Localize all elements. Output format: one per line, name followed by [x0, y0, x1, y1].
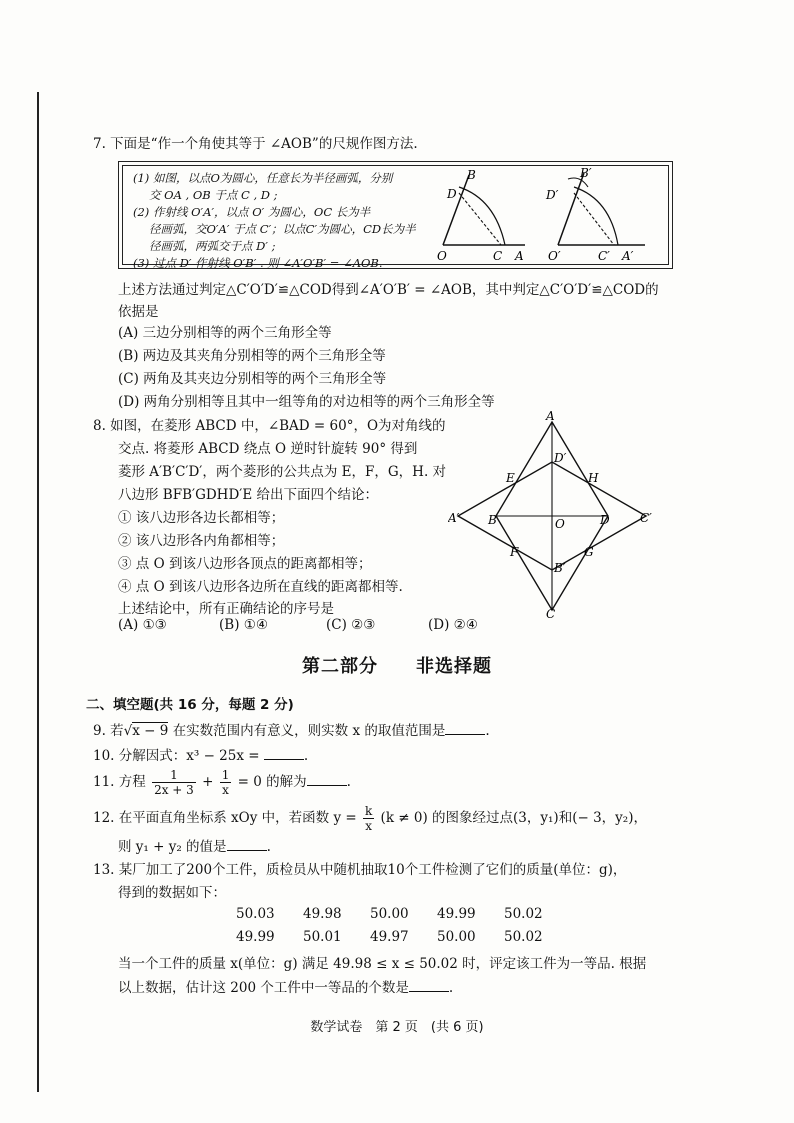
q10-end: . — [303, 748, 309, 764]
q11-plus: + — [202, 774, 214, 790]
q13-line2: 得到的数据如下： — [118, 885, 226, 901]
label-a: A — [546, 410, 555, 423]
label-b: B — [488, 513, 497, 527]
label-d: D — [447, 187, 457, 201]
label-e: E — [506, 471, 515, 485]
q8-option-c: (C) ②③ — [326, 617, 376, 633]
q7-step-2a: (2) 作射线 O′A′，以点 O′ 为圆心，OC 长为半 — [133, 205, 371, 219]
q7-figure-original-angle — [425, 165, 535, 265]
q11-fraction-1 — [152, 768, 196, 797]
q12-den: x — [365, 819, 372, 833]
label-c: C — [546, 607, 556, 620]
data-cell: 50.00 — [370, 906, 409, 922]
q11-num1: 1 — [152, 768, 196, 783]
label-d-prime: D′ — [554, 451, 567, 465]
page-footer: 数学试卷 第 2 页 (共 6 页) — [310, 1020, 484, 1035]
data-cell: 49.98 — [303, 906, 342, 922]
q10-text: 10. 分解因式：x³ − 25x = — [93, 748, 260, 764]
q12-fraction — [363, 804, 374, 833]
q7-figure-constructed-angle — [540, 165, 665, 265]
label-b-prime: B′ — [554, 561, 566, 575]
q12-answer-blank[interactable] — [227, 836, 267, 851]
q9 — [93, 720, 490, 741]
q12-post: (k ≠ 0) 的图象经过点(3，y₁)和(− 3，y₂)， — [380, 810, 647, 826]
q11-den1: 2x + 3 — [154, 783, 194, 797]
label-a-prime: A′ — [622, 249, 634, 263]
q7-step-2b: 径画弧，交O′A′ 于点 C′；以点C′为圆心，CD长为半 — [149, 222, 416, 236]
q8-rhombus-figure — [448, 410, 658, 620]
q9-end: . — [485, 723, 490, 739]
ray-o2b2 — [558, 173, 584, 245]
q9-pre: 9. 若 — [93, 723, 124, 739]
data-cell: 49.99 — [437, 906, 476, 922]
label-b: B — [467, 168, 476, 182]
q11-num2: 1 — [221, 768, 230, 782]
q9-post: 在实数范围内有意义，则实数 x 的取值范围是 — [172, 723, 446, 739]
q13-answer-blank[interactable] — [409, 977, 449, 992]
q8-line-3: 菱形 A′B′C′D′，两个菱形的公共点为 E，F，G，H. 对 — [118, 464, 447, 480]
q8-conclusion-1: ① 该八边形各边长都相等； — [118, 510, 285, 526]
q12-line2-text: 则 y₁ + y₂ 的值是 — [118, 839, 227, 855]
data-cell: 50.01 — [303, 929, 342, 945]
segment-cd-dashed — [459, 193, 501, 245]
q7-step-1a: (1) 如图，以点O为圆心，任意长为半径画弧，分别 — [133, 171, 393, 185]
q10-answer-blank[interactable] — [264, 745, 304, 760]
q8-line-1: 8. 如图，在菱形 ABCD 中，∠BAD = 60°，O为对角线的 — [93, 418, 446, 434]
q12 — [93, 804, 647, 833]
label-c-prime: C′ — [640, 511, 652, 525]
label-c: C — [493, 249, 503, 263]
q13-line3: 当一个工件的质量 x(单位：g) 满足 49.98 ≤ x ≤ 50.02 时，评定该工件为一等品. 根据 — [118, 956, 647, 972]
q11 — [93, 768, 351, 797]
q9-radicand: x − 9 — [132, 723, 169, 739]
label-o: O — [555, 517, 565, 531]
q8-line-2: 交点. 将菱形 ABCD 绕点 O 逆时针旋转 90° 得到 — [118, 441, 418, 457]
q13-data-row-2 — [236, 929, 571, 945]
label-f: F — [510, 545, 519, 559]
label-o-prime: O′ — [548, 249, 561, 263]
radical-sign: √ — [123, 723, 133, 739]
ray-ob — [443, 175, 469, 245]
q8-option-a: (A) ①③ — [118, 617, 167, 633]
q7-option-d: (D) 两角分别相等且其中一组等角的对边相等的两个三角形全等 — [118, 394, 495, 410]
q13-line1: 13. 某厂加工了200个工件，质检员从中随机抽取10个工件检测了它们的质量(单位：g)， — [93, 862, 627, 878]
q12-pre: 12. 在平面直角坐标系 xOy 中，若函数 y = — [93, 810, 357, 826]
q8-option-b: (B) ①④ — [219, 617, 268, 633]
part2-title: 第二部分 非选择题 — [302, 656, 492, 677]
q9-answer-blank[interactable] — [445, 720, 485, 735]
q11-pre: 11. 方程 — [93, 774, 146, 790]
q10 — [93, 745, 308, 766]
q8-option-d: (D) ②④ — [428, 617, 478, 633]
q13-end: . — [448, 980, 454, 996]
q8-line-4: 八边形 BFB′GDHD′E 给出下面四个结论： — [118, 487, 378, 503]
data-cell: 50.02 — [504, 929, 543, 945]
data-cell: 49.97 — [370, 929, 409, 945]
q7-step-1b: 交 OA , OB 于点 C , D ; — [149, 188, 278, 202]
q13-line4-text: 以上数据，估计这 200 个工件中一等品的个数是 — [118, 980, 409, 996]
label-c-prime: C′ — [598, 249, 610, 263]
q7-option-c: (C) 两角及其夹边分别相等的两个三角形全等 — [118, 371, 387, 387]
arc-c2d2 — [574, 187, 618, 245]
q7-option-a: (A) 三边分别相等的两个三角形全等 — [118, 325, 332, 341]
data-cell: 49.99 — [236, 929, 275, 945]
fill-section-title: 二、填空题(共 16 分，每题 2 分) — [86, 697, 294, 713]
binding-margin-line — [37, 92, 39, 1092]
q11-den2: x — [222, 783, 229, 797]
q8-conclusion-3: ③ 点 O 到该八边形各顶点的距离都相等； — [118, 556, 372, 572]
q12-end: . — [266, 839, 271, 855]
q12-num: k — [364, 804, 373, 818]
q7-question-line1: 上述方法通过判定△C′O′D′≌△COD得到∠A′O′B′ = ∠AOB，其中判定△C′O′D′≌△COD的 — [118, 282, 659, 298]
segment-c2d2-dashed — [574, 193, 614, 245]
data-cell: 50.03 — [236, 906, 275, 922]
label-d: D — [600, 513, 610, 527]
q11-answer-blank[interactable] — [307, 771, 347, 786]
label-d-prime: D′ — [546, 188, 559, 202]
q11-fraction-2 — [220, 768, 232, 797]
q8-conclusion-2: ② 该八边形各内角都相等； — [118, 533, 285, 549]
label-g: G — [584, 545, 594, 559]
data-cell: 50.02 — [504, 906, 543, 922]
label-b-prime: B′ — [580, 166, 592, 180]
q8-prompt: 上述结论中，所有正确结论的序号是 — [118, 601, 334, 617]
q7-stem: 7. 下面是“作一个角使其等于 ∠AOB”的尺规作图方法. — [93, 136, 418, 152]
label-o: O — [437, 249, 447, 263]
q7-option-b: (B) 两边及其夹角分别相等的两个三角形全等 — [118, 348, 386, 364]
q13-line4 — [118, 977, 453, 998]
arc-cd — [459, 187, 505, 245]
q12-line2 — [118, 836, 271, 857]
label-h: H — [588, 471, 599, 485]
data-cell: 50.00 — [437, 929, 476, 945]
q7-step-2c: 径画弧，两弧交于点 D′ ; — [149, 239, 276, 253]
label-a: A — [515, 249, 524, 263]
q13-data-row-1 — [236, 906, 571, 922]
q11-end: . — [346, 774, 351, 790]
q8-conclusion-4: ④ 点 O 到该八边形各边所在直线的距离都相等. — [118, 579, 403, 595]
label-a-prime: A′ — [448, 511, 460, 525]
q7-question-line2: 依据是 — [118, 304, 159, 320]
q7-step-3: (3) 过点 D′ 作射线 O′B′ . 则 ∠A′O′B′ = ∠AOB. — [133, 256, 383, 270]
q11-post: = 0 的解为 — [237, 774, 307, 790]
